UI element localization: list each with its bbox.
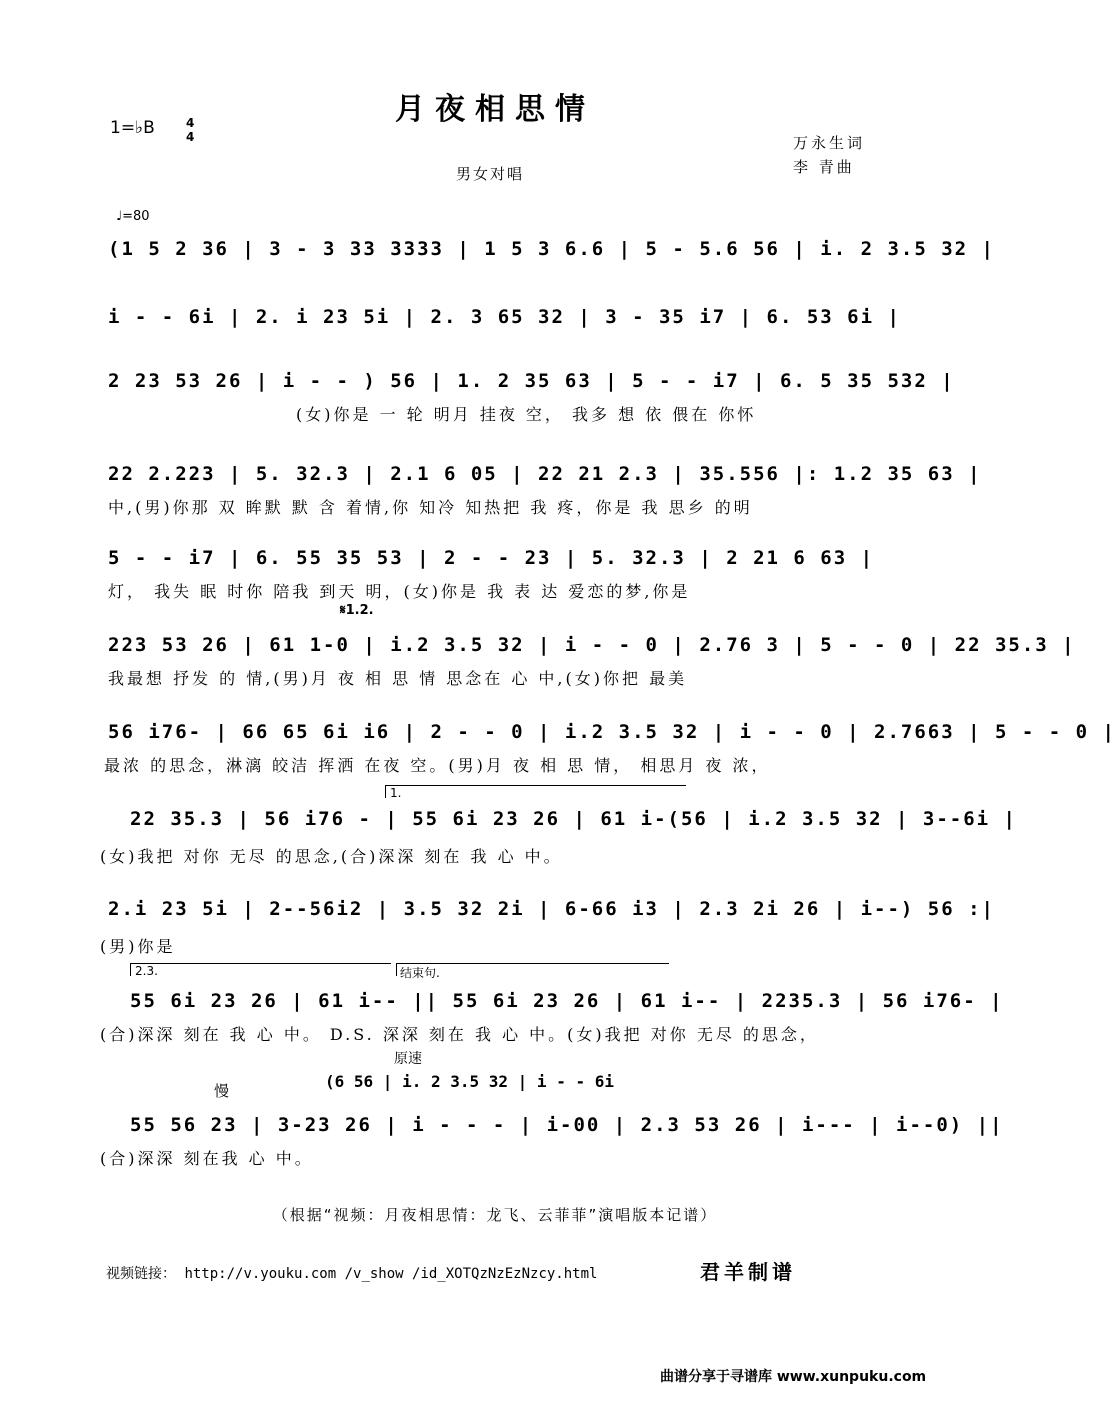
score-row-11 [100, 1114, 1004, 1168]
notation-line: 55 6i 23 26 | 61 i-- || 55 6i 23 26 | 61 i-- | 2235.3 | 56 i76- | [130, 990, 1004, 1012]
source-citation: （根据“视频：月夜相思情：龙飞、云菲菲”演唱版本记谱） [272, 1206, 718, 1224]
notation-line: 2.i 23 5i | 2--56i2 | 3.5 32 2i | 6-66 i3 | 2.3 2i 26 | i--) 56 :| [108, 898, 995, 920]
volta-1-bracket [385, 785, 686, 798]
score-row-1 [100, 238, 995, 282]
score-row-6 [100, 634, 1076, 688]
song-title: 月夜相思情 [395, 92, 595, 127]
lyric-line: 灯， 我失 眠 时你 陪我 到天 明，(女)你是 我 表 达 爱恋的梦,你是 [108, 582, 691, 601]
composer-credit: 李 青曲 [793, 158, 855, 176]
lyric-line: 中,(男)你那 双 眸默 默 含 着情,你 知冷 知热把 我 疼，你是 我 思乡 的明 [108, 498, 753, 517]
lyric-line: (合)深深 刻在我 心 中。 [100, 1149, 314, 1168]
video-label: 视频链接： [106, 1266, 176, 1282]
lyric-line: (合)深深 刻在 我 心 中。 D.S. 深深 刻在 我 心 中。(女)我把 对你 无尽 的思念， [100, 1025, 819, 1044]
score-row-4 [100, 463, 982, 517]
lyric-line: (男)你是 [100, 937, 176, 956]
volta-23-bracket [130, 963, 391, 976]
notation-line: 223 53 26 | 61 1-0 | i.2 3.5 32 | i - - 0 | 2.76 3 | 5 - - 0 | 22 35.3 | [108, 634, 1076, 656]
score-row-9 [100, 898, 995, 956]
key-signature: 1=♭B [110, 118, 155, 138]
score-row-5 [100, 547, 895, 601]
volta-1-label: 1. [390, 786, 402, 800]
performance-subtitle: 男女对唱 [456, 165, 525, 183]
notation-line: 55 56 23 | 3-23 26 | i - - - | i-00 | 2.3 53 26 | i--- | i--0) || [130, 1114, 1004, 1136]
score-row-2 [100, 306, 901, 350]
notation-line: 22 2.223 | 5. 32.3 | 2.1 6 05 | 22 21 2.3 | 35.556 |: 1.2 35 63 | [108, 463, 982, 485]
tempo-mark: ♩=80 [116, 209, 150, 224]
notation-line: 56 i76- | 66 65 6i i6 | 2 - - 0 | i.2 3.5 32 | i - - 0 | 2.7663 | 5 - - 0 | [108, 721, 1116, 743]
slow-mark: 慢 [214, 1082, 230, 1100]
volta-23-label: 2.3. [135, 964, 158, 978]
lyricist-credit: 万永生词 [793, 134, 866, 152]
score-row-3 [100, 370, 955, 424]
video-url[interactable]: http://v.youku.com /v_show /id_XOTQzNzEzNzcy.html [184, 1266, 598, 1282]
video-link [106, 1263, 597, 1283]
notation-line: 22 35.3 | 56 i76 - | 55 6i 23 26 | 61 i-(56 | i.2 3.5 32 | 3--6i | [130, 808, 1017, 830]
segno-mark: 𝄋1.2. [340, 603, 374, 618]
time-top: 4 [186, 116, 195, 130]
score-row-8 [100, 808, 1017, 866]
score-row-7 [100, 721, 1116, 775]
lyric-line: (女)我把 对你 无尽 的思念,(合)深深 刻在 我 心 中。 [100, 847, 563, 866]
time-signature [186, 116, 194, 144]
notation-line: 2 23 53 26 | i - - ) 56 | 1. 2 35 63 | 5 - - i7 | 6. 5 35 532 | [108, 370, 955, 392]
time-bottom: 4 [186, 130, 195, 144]
notation-line: i - - 6i | 2. i 23 5i | 2. 3 65 32 | 3 - 35 i7 | 6. 53 6i | [108, 306, 901, 328]
ending-label: 结束句. [400, 966, 440, 980]
notation-line: (1 5 2 36 | 3 - 3 33 3333 | 1 5 3 6.6 | 5 - 5.6 56 | i. 2 3.5 32 | [108, 238, 995, 260]
notation-line: 5 - - i7 | 6. 55 35 53 | 2 - - 23 | 5. 32.3 | 2 21 6 63 | [108, 547, 875, 569]
transcriber-seal: 君羊制谱 [700, 1260, 796, 1284]
upper-voice-line: (6 56 | i. 2 3.5 32 | i - - 6i [325, 1072, 614, 1091]
lyric-line: (女)你是 一 轮 明月 挂夜 空， 我多 想 依 偎在 你怀 [296, 405, 757, 424]
lyric-line: 我最想 抒发 的 情,(男)月 夜 相 思 情 思念在 心 中,(女)你把 最美 [108, 669, 688, 688]
score-row-10 [100, 990, 1004, 1044]
lyric-line: 最浓 的思念，淋漓 皎洁 挥洒 在夜 空。(男)月 夜 相 思 情， 相思月 夜 浓， [104, 756, 771, 775]
share-footer: 曲谱分享于寻谱库 www.xunpuku.com [660, 1369, 927, 1385]
original-tempo-mark: 原速 [394, 1051, 422, 1067]
